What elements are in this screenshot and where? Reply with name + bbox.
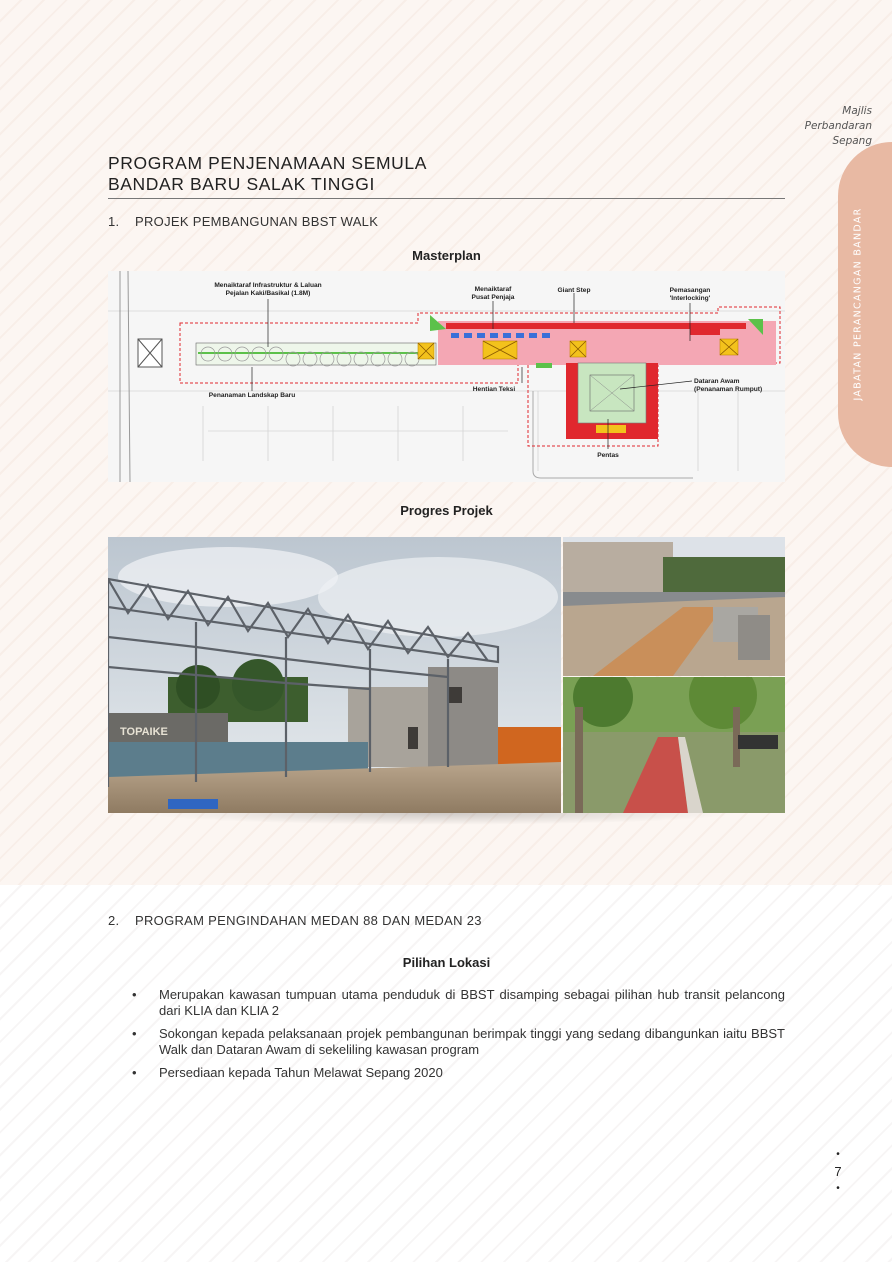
label-landskap: Penanaman Landskap Baru bbox=[208, 392, 296, 399]
bullet-item: • Merupakan kawasan tumpuan utama penduduk di BBST disamping sebagai pilihan hub transit pelancong dari KLIA dan KLIA 2 bbox=[130, 987, 785, 1019]
agency-name bbox=[782, 104, 872, 149]
photo-shadow bbox=[140, 813, 740, 825]
section-1-heading bbox=[108, 214, 378, 229]
side-tab-text: JABATAN PERANCANGAN BANDAR bbox=[852, 207, 864, 401]
page-number-block bbox=[828, 1150, 848, 1194]
masterplan-svg bbox=[108, 271, 785, 482]
location-bullet-list bbox=[130, 987, 785, 1088]
label-giant-step: Giant Step bbox=[557, 287, 591, 294]
photo-walkway-svg bbox=[563, 677, 785, 813]
label-pusat: Menaiktaraf bbox=[474, 286, 512, 293]
photo-window bbox=[408, 727, 418, 749]
section-2-number: 2. bbox=[108, 913, 120, 928]
masterplan-drawing bbox=[108, 271, 785, 482]
bullet-item: • Sokongan kepada pelaksanaan projek pembangunan berimpak tinggi yang sedang dibangunkan iaitu BBST Walk dan Dataran Awam di sekeliling kawasan program bbox=[130, 1026, 785, 1058]
masterplan-title: Masterplan bbox=[412, 248, 481, 263]
page-dot-bottom: • bbox=[836, 1183, 840, 1194]
photo-walkway bbox=[563, 677, 785, 813]
photo-shophouses bbox=[563, 542, 673, 592]
photo-window-2 bbox=[448, 687, 462, 703]
photo-tree-1 bbox=[176, 665, 220, 709]
plan-interlocking bbox=[690, 327, 720, 335]
photo-street-trees bbox=[663, 557, 785, 592]
photo-building-block bbox=[428, 667, 498, 767]
label-pusat-2: Pusat Penjaja bbox=[471, 294, 515, 301]
plan-base bbox=[108, 271, 785, 482]
title-divider bbox=[108, 198, 785, 199]
photo-street-svg bbox=[563, 537, 785, 676]
section-1-title: PROJEK PEMBANGUNAN BBST WALK bbox=[135, 214, 379, 229]
photo-construction-svg bbox=[108, 537, 561, 813]
page-dot-top: • bbox=[836, 1149, 840, 1160]
page-title-line-1: PROGRAM PENJENAMAAN SEMULA bbox=[108, 153, 427, 173]
label-pemasangan-2: 'Interlocking' bbox=[669, 295, 711, 302]
photo-street-works bbox=[563, 537, 785, 676]
bullet-item: • Persediaan kepada Tahun Melawat Sepang 2020 bbox=[130, 1065, 785, 1081]
photo-construction-site bbox=[108, 537, 561, 813]
page-number: 7 bbox=[834, 1164, 842, 1179]
photo-car bbox=[738, 735, 778, 749]
page-title bbox=[108, 153, 427, 195]
label-dataran-2: (Penanaman Rumput) bbox=[694, 386, 763, 393]
photo-tree-2 bbox=[232, 659, 284, 711]
label-pemasangan: Pemasangan bbox=[669, 287, 711, 294]
photo-blue-tarp bbox=[168, 799, 218, 809]
agency-line-1: Majlis bbox=[842, 105, 872, 117]
progress-title: Progres Projek bbox=[400, 503, 493, 518]
label-infra: Menaiktaraf Infrastruktur & Laluan bbox=[214, 282, 322, 289]
side-tab-label bbox=[848, 207, 868, 401]
plan-taxi-stop bbox=[536, 363, 552, 368]
agency-line-3: Sepang bbox=[832, 135, 872, 147]
location-subheading: Pilihan Lokasi bbox=[402, 955, 491, 970]
photo-signboard-text: TOPAIKE bbox=[120, 726, 168, 738]
page-title-line-2: BANDAR BARU SALAK TINGGI bbox=[108, 174, 375, 194]
label-hentian: Hentian Teksi bbox=[472, 386, 516, 393]
section-1-number: 1. bbox=[108, 214, 120, 229]
plan-stage bbox=[596, 425, 626, 433]
label-pentas: Pentas bbox=[597, 452, 619, 459]
photo-trunk-1 bbox=[575, 707, 583, 813]
label-dataran: Dataran Awam bbox=[694, 378, 740, 385]
photo-concrete-block-2 bbox=[738, 615, 770, 660]
section-2-title: PROGRAM PENGINDAHAN MEDAN 88 DAN MEDAN 23 bbox=[135, 913, 482, 928]
section-2-heading bbox=[108, 913, 482, 928]
agency-line-2: Perbandaran bbox=[804, 120, 872, 132]
label-infra-2: Pejalan Kaki/Basikal (1.8M) bbox=[225, 290, 311, 297]
